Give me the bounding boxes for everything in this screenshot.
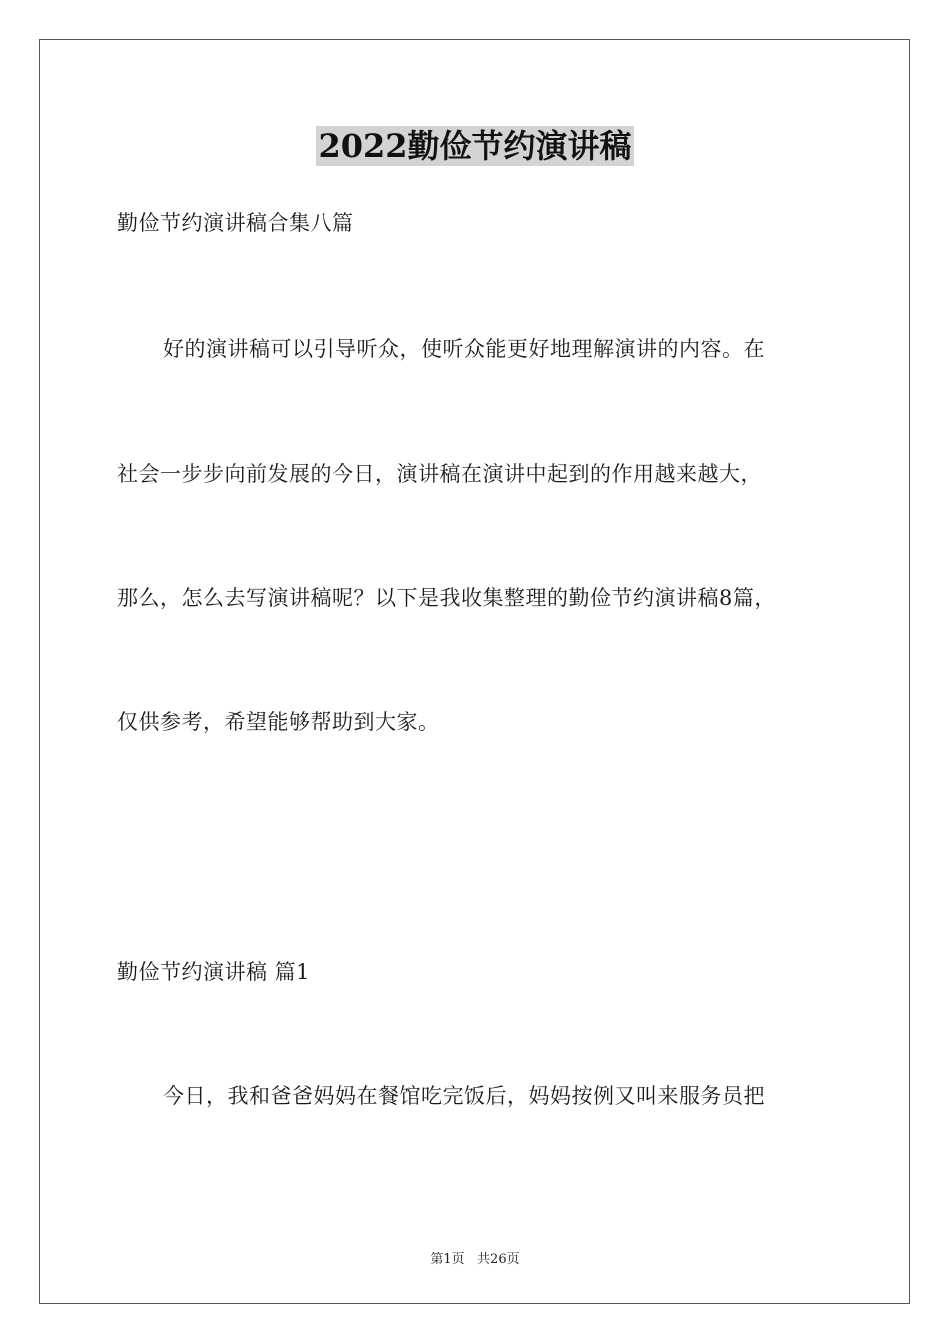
page-number-footer: 第1页 共26页 <box>430 1252 520 1267</box>
intro-line-3: 那么，怎么去写演讲稿呢？以下是我收集整理的勤俭节约演讲稿8篇， <box>117 586 776 610</box>
intro-line-1: 好的演讲稿可以引导听众，使听众能更好地理解演讲的内容。在 <box>163 337 765 361</box>
section-heading: 勤俭节约演讲稿 篇1 <box>117 960 311 984</box>
intro-line-4: 仅供参考，希望能够帮助到大家。 <box>117 710 440 734</box>
document-title-text: 2022勤俭节约演讲稿 <box>318 127 632 165</box>
intro-line-2: 社会一步步向前发展的今日，演讲稿在演讲中起到的作用越来越大， <box>117 462 762 486</box>
document-subtitle: 勤俭节约演讲稿合集八篇 <box>117 211 354 235</box>
document-title <box>0 126 950 166</box>
section-first-line: 今日，我和爸爸妈妈在餐馆吃完饭后，妈妈按例又叫来服务员把 <box>163 1084 765 1108</box>
